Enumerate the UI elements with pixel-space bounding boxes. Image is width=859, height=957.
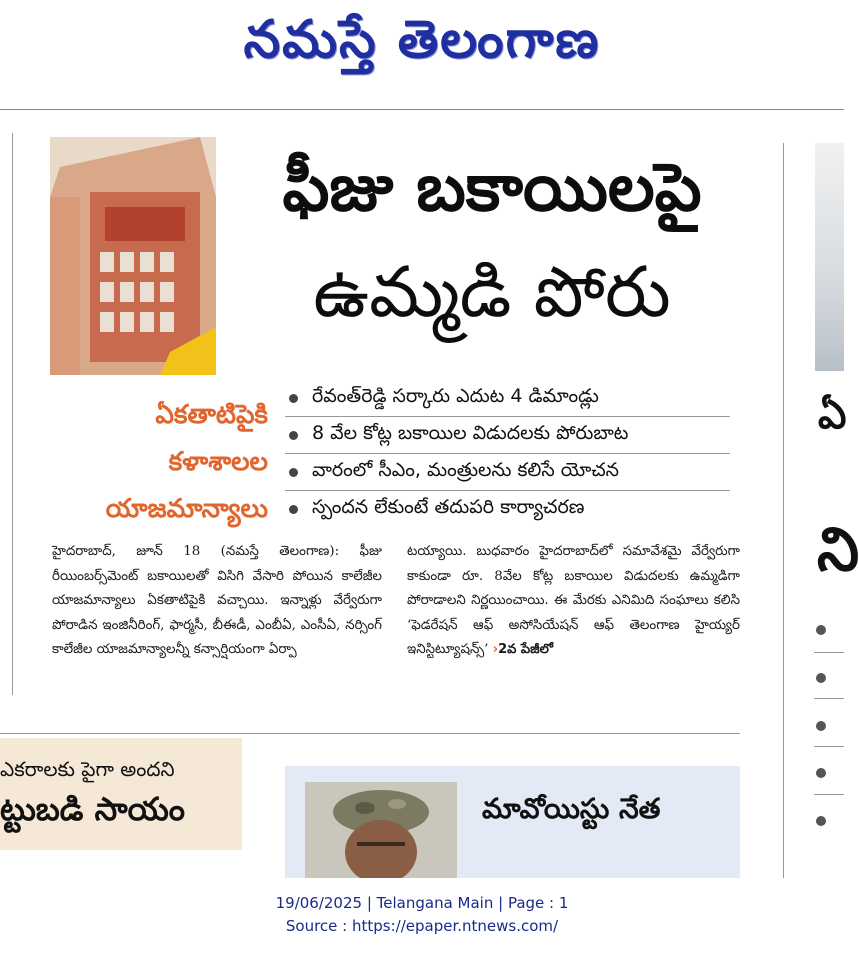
kicker-line: కళాశాలల (168, 447, 268, 477)
bullet-text: స్పందన లేకుంటే తదుపరి కార్యాచరణ (312, 495, 585, 518)
bullet-item (285, 454, 730, 491)
right-bullet-dot-icon (816, 673, 826, 683)
story2-kicker: మావోయిస్టు నేత (482, 792, 661, 825)
right-bullet-divider (814, 794, 844, 795)
college-building-photo (50, 137, 216, 375)
promo-line-2: ట్టుబడి సాయం (0, 790, 185, 828)
footer-source-line[interactable]: Source : https://epaper.ntnews.com/ (285, 917, 559, 935)
chevron-right-icon: › (492, 642, 499, 657)
right-bullet-dot-icon (816, 816, 826, 826)
body-column-2-text: టయ్యాయి. బుధవారం హైదరాబాద్‌లో సమావేశమై వేర్వేరుగా కాకుండా రూ. 8వేల కోట్ల బకాయిల విడుదలకు ఉమ్మడిగా పోరాడాలని నిర్ణయించాయి. ఈ మేరకు ఎనిమిది సంఘాలు కలిసి ‘ఫెడరేషన్‌ ఆఫ్‌ అసోసియేషన్‌ ఆఫ్‌ తెలంగాణ హైయ్యర్‌ ఇనిస్టిట్యూషన్స్‌’ (407, 544, 740, 657)
right-bullet-dot-icon (816, 768, 826, 778)
kicker-line: ఏకతాటిపైకి (155, 400, 268, 430)
kicker-line: యాజమాన్యాలు (105, 494, 268, 524)
portrait-illustration (305, 782, 457, 878)
bullet-dot-icon (289, 468, 298, 477)
right-bullet-dot-icon (816, 721, 826, 731)
right-bullet-divider (814, 746, 844, 747)
bullet-dot-icon (289, 394, 298, 403)
column-rule-left (12, 133, 13, 695)
bullet-text: రేవంత్‌రెడ్డి సర్కారు ఎదుట 4 డిమాండ్లు (312, 384, 599, 407)
section-divider (0, 733, 740, 734)
bullet-text: 8 వేల కోట్ల బకాయిల విడుదలకు పోరుబాట (312, 421, 629, 444)
right-column-kicker: ఏ (818, 392, 847, 438)
bullet-dot-icon (289, 431, 298, 440)
lead-headline[interactable] (232, 138, 752, 346)
headline-line-1: ఫీజు బకాయిలపై (282, 149, 702, 226)
right-bullet-divider (814, 652, 844, 653)
footer-date-line: 19/06/2025 | Telangana Main | Page : 1 (275, 894, 569, 912)
column-rule-right (783, 143, 784, 883)
maoist-leader-photo (305, 782, 457, 878)
headline-line-2: ఉమ్మడి పోరు (313, 251, 671, 333)
right-bullet-dot-icon (816, 625, 826, 635)
bullet-item (285, 491, 730, 527)
highlight-bullets (285, 380, 730, 527)
lead-kicker (48, 392, 268, 533)
bullet-text: వారంలో సీఎం, మంత్రులను కలిసే యోచన (312, 458, 620, 481)
building-illustration (50, 137, 216, 375)
right-column-photo (815, 143, 844, 371)
masthead-logo: నమస్తే తెలంగాణ (243, 9, 601, 70)
bullet-item (285, 380, 730, 417)
bullet-dot-icon (289, 505, 298, 514)
promo-line-1: ఎకరాలకు పైగా అందని (0, 757, 175, 781)
right-bullet-divider (814, 698, 844, 699)
body-column-1: హైదరాబాద్‌, జూన్‌ 18 (నమస్తే తెలంగాణ): ఫీజు రీయింబర్స్‌మెంట్‌ బకాయిలతో విసిగి వేసారి పోయిన కాలేజీల యాజమాన్యాలు ఏకతాటిపైకి వచ్చాయి. ఇన్నాళ్లు వేర్వేరుగా పోరాడిన ఇంజినీరింగ్‌, ఫార్మసీ, బీఈడీ, ఎంబీఏ, ఎంసీఏ, నర్సింగ్‌ కాలేజీల యాజమాన్యాలన్నీ కన్సార్షియంగా ఏర్పా (52, 544, 382, 657)
continued-link[interactable] (493, 642, 553, 657)
body-column-2 (407, 540, 740, 663)
masthead-divider (0, 109, 844, 110)
bullet-item (285, 417, 730, 454)
continued-label: 2వ పేజీలో (498, 642, 553, 657)
right-column-headline: ని (817, 515, 859, 585)
